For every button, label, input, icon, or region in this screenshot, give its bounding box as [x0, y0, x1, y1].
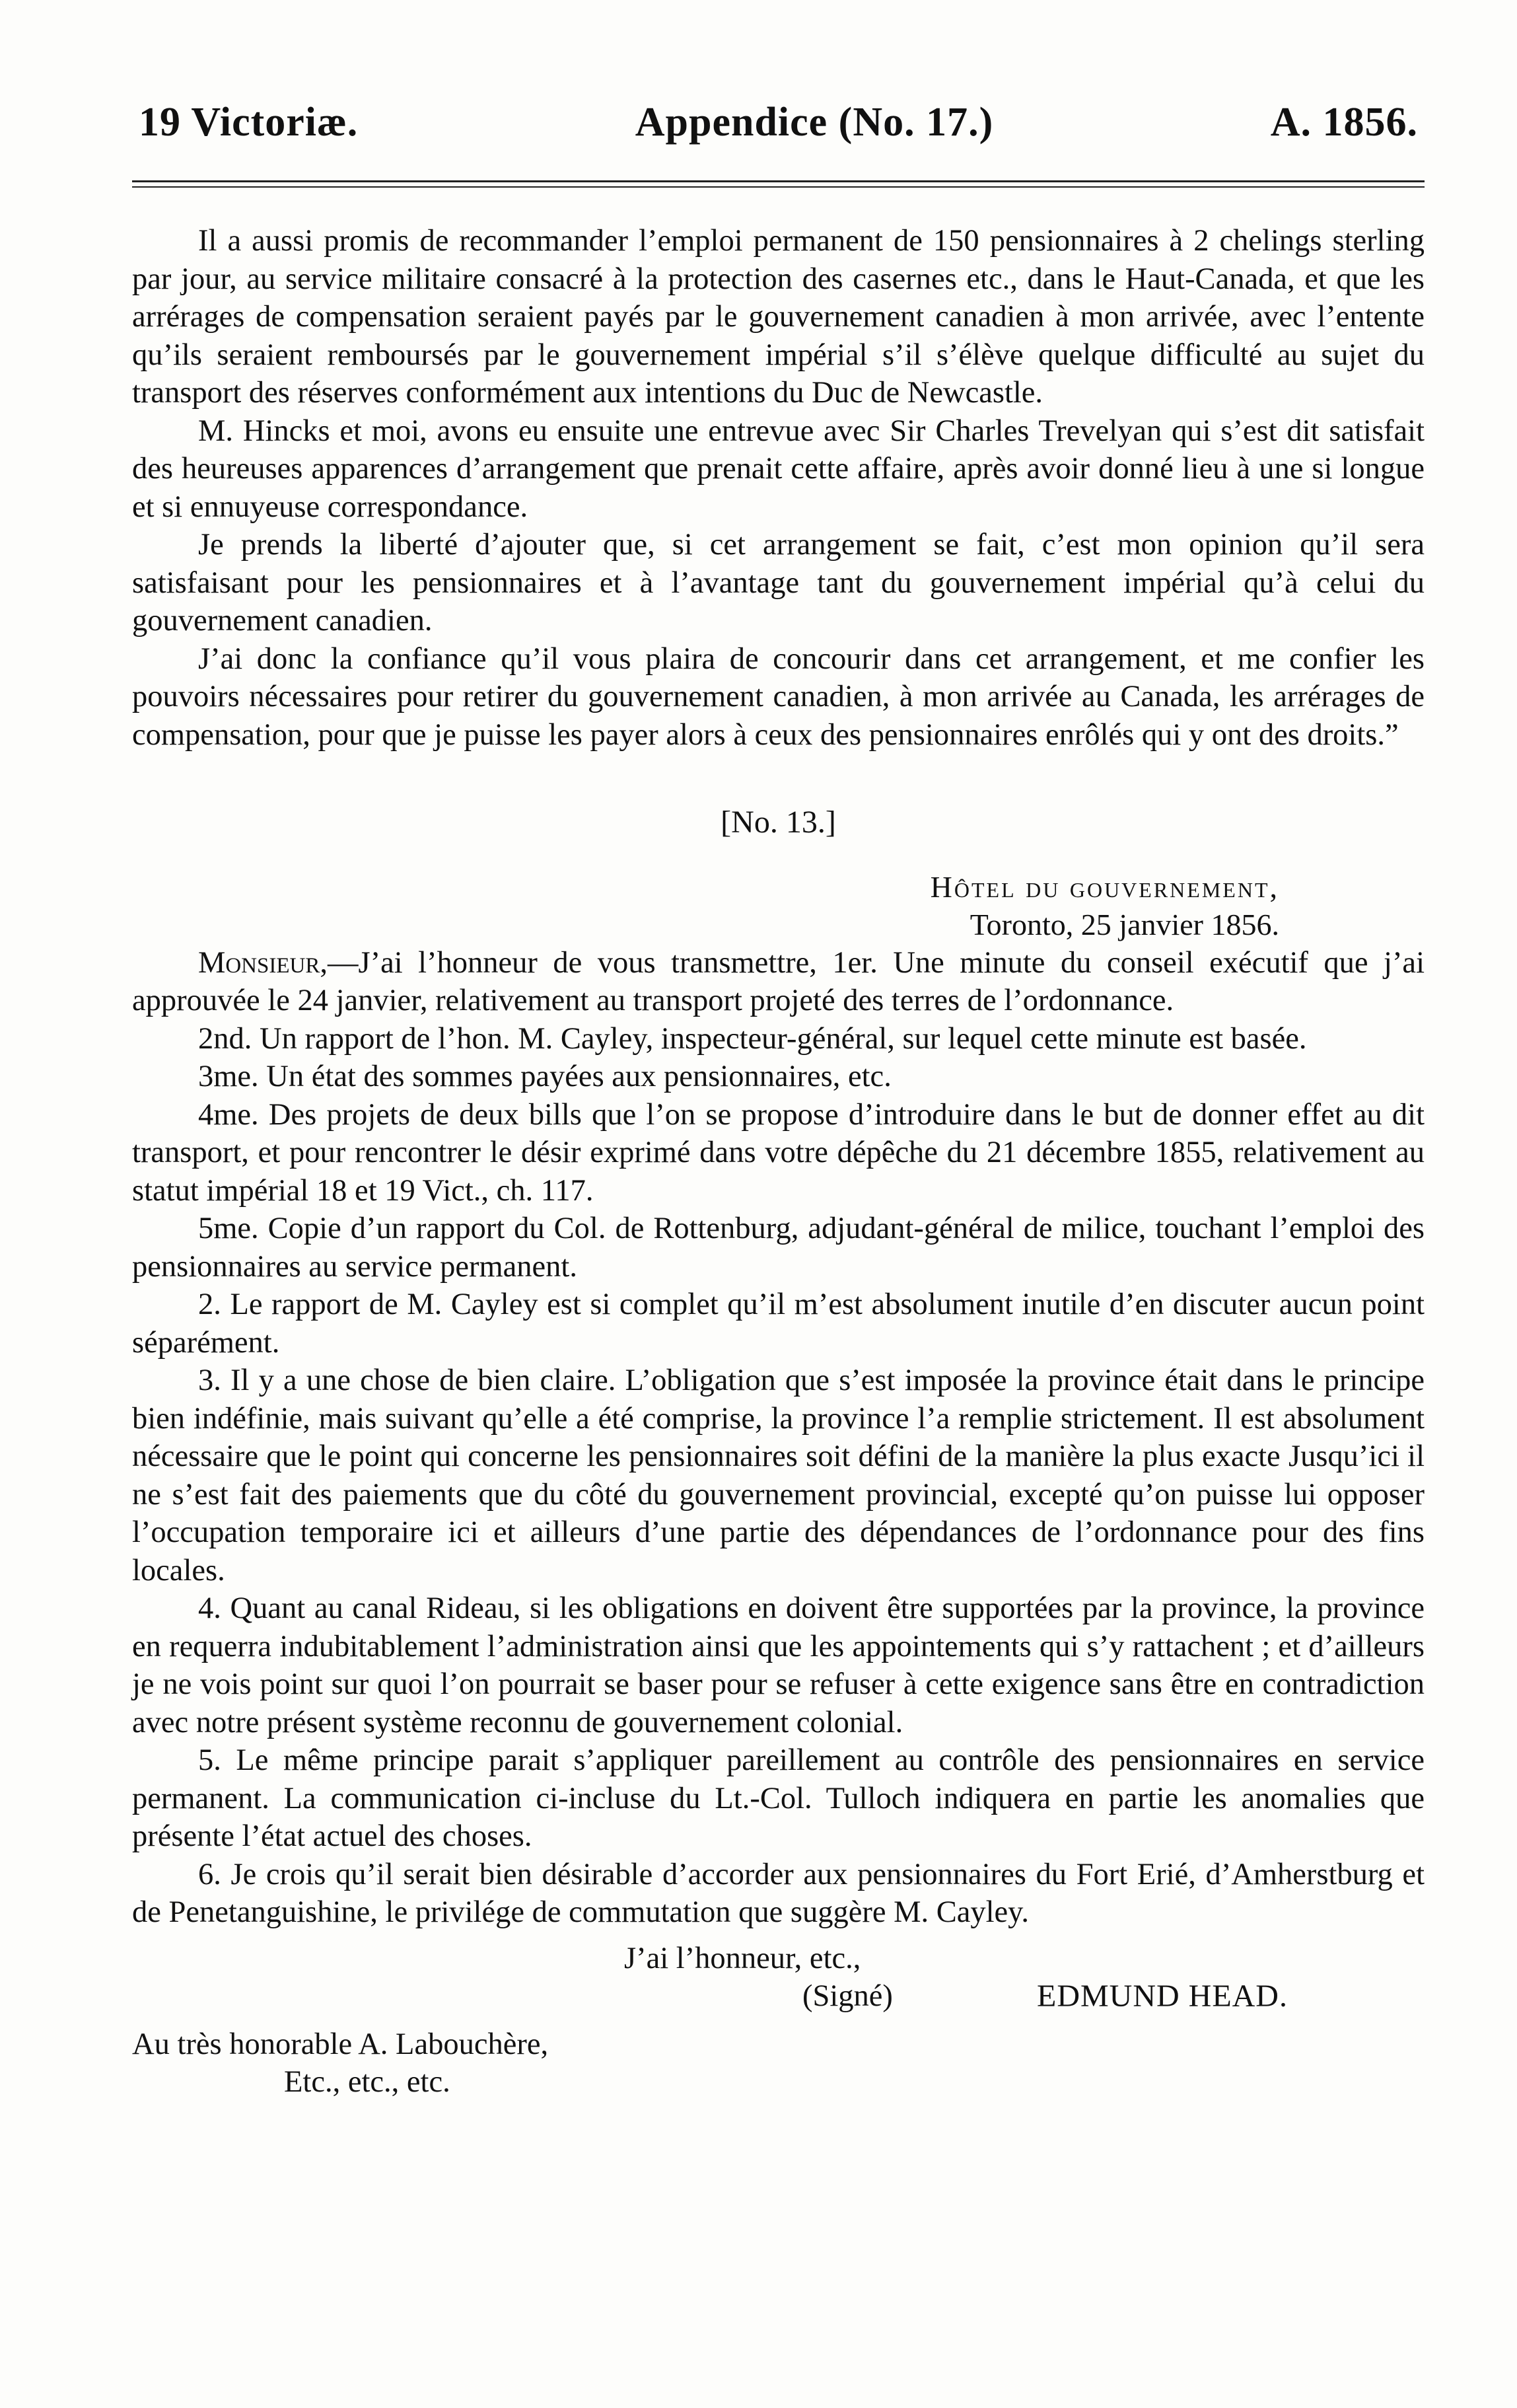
paragraph: 6. Je crois qu’il serait bien désirable d’accorder aux pensionnaires du Fort Erié, d’Amherstburg et de Penetanguishine, le privilége de commutation que suggère M. Cayley.: [132, 1857, 1425, 1929]
header-rule: [132, 180, 1425, 188]
header-session: 19 Victoriæ.: [139, 100, 359, 145]
paragraph: 3. Il y a une chose de bien claire. L’obligation que s’est imposée la province était dans le principe bien indéfinie, mais suivant qu’elle a été comprise, la province l’a remplie strictement. Il est absolument nécessaire que le point qui concerne les pensionnaires soit défini de la manière la plus exacte Jusqu’ici il ne s’est fait des paiements que du côté du gouvernement provincial, excepté qu’on puisse lui opposer l’occupation temporaire ici et ailleurs d’une partie des dépendances de l’ordonnance pour des fins locales.: [132, 1364, 1425, 1587]
paragraph: 2. Le rapport de M. Cayley est si complet qu’il m’est absolument inutile d’en discuter aucun point séparément.: [132, 1288, 1425, 1360]
paragraph: 3me. Un état des sommes payées aux pensionnaires, etc.: [198, 1060, 892, 1093]
sender-date: Toronto, 25 janvier 1856.: [970, 908, 1279, 941]
addressee-block: [132, 2025, 1425, 2101]
opening-text: —J’ai l’honneur de vous transmettre, 1er. Une minute du conseil exécutif que j’ai approuvée le 24 janvier, relativement au transport projeté des terres de l’ordonnance.: [132, 945, 1425, 1017]
sender-block: [132, 868, 1425, 944]
paragraph: 2nd. Un rapport de l’hon. M. Cayley, inspecteur-général, sur lequel cette minute est basée.: [198, 1021, 1307, 1056]
addressee-etc: Etc., etc., etc.: [284, 2065, 450, 2099]
signature: EDMUND HEAD.: [1037, 1978, 1288, 2014]
body-text: [132, 222, 1425, 1932]
running-header: [132, 99, 1425, 146]
signed-label: (Signé): [802, 1979, 893, 2013]
paragraph: 4me. Des projets de deux bills que l’on se propose d’introduire dans le but de donner effet au dit transport, et pour rencontrer le désir exprimé dans votre dépêche du 21 décembre 1855, relativement au statut impérial 18 et 19 Vict., ch. 117.: [132, 1097, 1425, 1208]
paragraph: 5me. Copie d’un rapport du Col. de Rottenburg, adjudant-général de milice, touchant l’emploi des pensionnaires au service permanent.: [132, 1212, 1425, 1284]
header-appendix: Appendice (No. 17.): [635, 100, 994, 145]
paragraph: 4. Quant au canal Rideau, si les obligations en doivent être supportées par la province, la province en requerra indubitablement l’administration ainsi que les appointements qui s’y rattachent ; et d’ailleurs je ne vois point sur quoi l’on pourrait se baser pour se refuser à cette exigence sans être en contradiction avec notre présent système reconnu de gouvernement colonial.: [132, 1591, 1425, 1739]
salutation: Monsieur,: [198, 945, 328, 980]
letter-opening: [132, 944, 1425, 1020]
paragraph: Il a aussi promis de recommander l’emploi permanent de 150 pensionnaires à 2 chelings sterling par jour, au service militaire consacré à la protection des casernes etc., dans le Haut-Canada, et que les arrérages de compensation seraient payés par le gouvernement canadien à mon arrivée, avec l’entente qu’ils seraient remboursés par le gouvernement impérial s’il s’élève quelque difficulté au sujet du transport des réserves conformément aux intentions du Duc de Newcastle.: [132, 224, 1425, 410]
header-year: A. 1856.: [1270, 100, 1418, 145]
document-number: [No. 13.]: [721, 805, 836, 840]
closing-block: [132, 1940, 1425, 2025]
paragraph: M. Hincks et moi, avons eu ensuite une entrevue avec Sir Charles Trevelyan qui s’est dit satisfait des heureuses apparences d’arrangement que prenait cette affaire, après avoir donné lieu à une si longue et si ennuyeuse correspondance.: [132, 414, 1425, 524]
paragraph: 5. Le même principe parait s’appliquer pareillement au contrôle des pensionnaires en service permanent. La communication ci-incluse du Lt.-Col. Tulloch indiquera en partie les anomalies que présente l’état actuel des choses.: [132, 1743, 1425, 1853]
sender-place: Hôtel du gouvernement,: [930, 869, 1279, 904]
closing-line: J’ai l’honneur, etc.,: [624, 1941, 861, 1975]
addressee-name: Au très honorable A. Labouchère,: [132, 2027, 549, 2061]
paragraph: Je prends la liberté d’ajouter que, si cet arrangement se fait, c’est mon opinion qu’il sera satisfaisant pour les pensionnaires et à l’avantage tant du gouvernement impérial qu’à celui du gouvernement canadien.: [132, 528, 1425, 638]
paragraph: J’ai donc la confiance qu’il vous plaira de concourir dans cet arrangement, et me confier les pouvoirs nécessaires pour retirer du gouvernement canadien, à mon arrivée au Canada, les arrérages de compensation, pour que je puisse les payer alors à ceux des pensionnaires enrôlés qui y ont des droits.”: [132, 641, 1425, 752]
